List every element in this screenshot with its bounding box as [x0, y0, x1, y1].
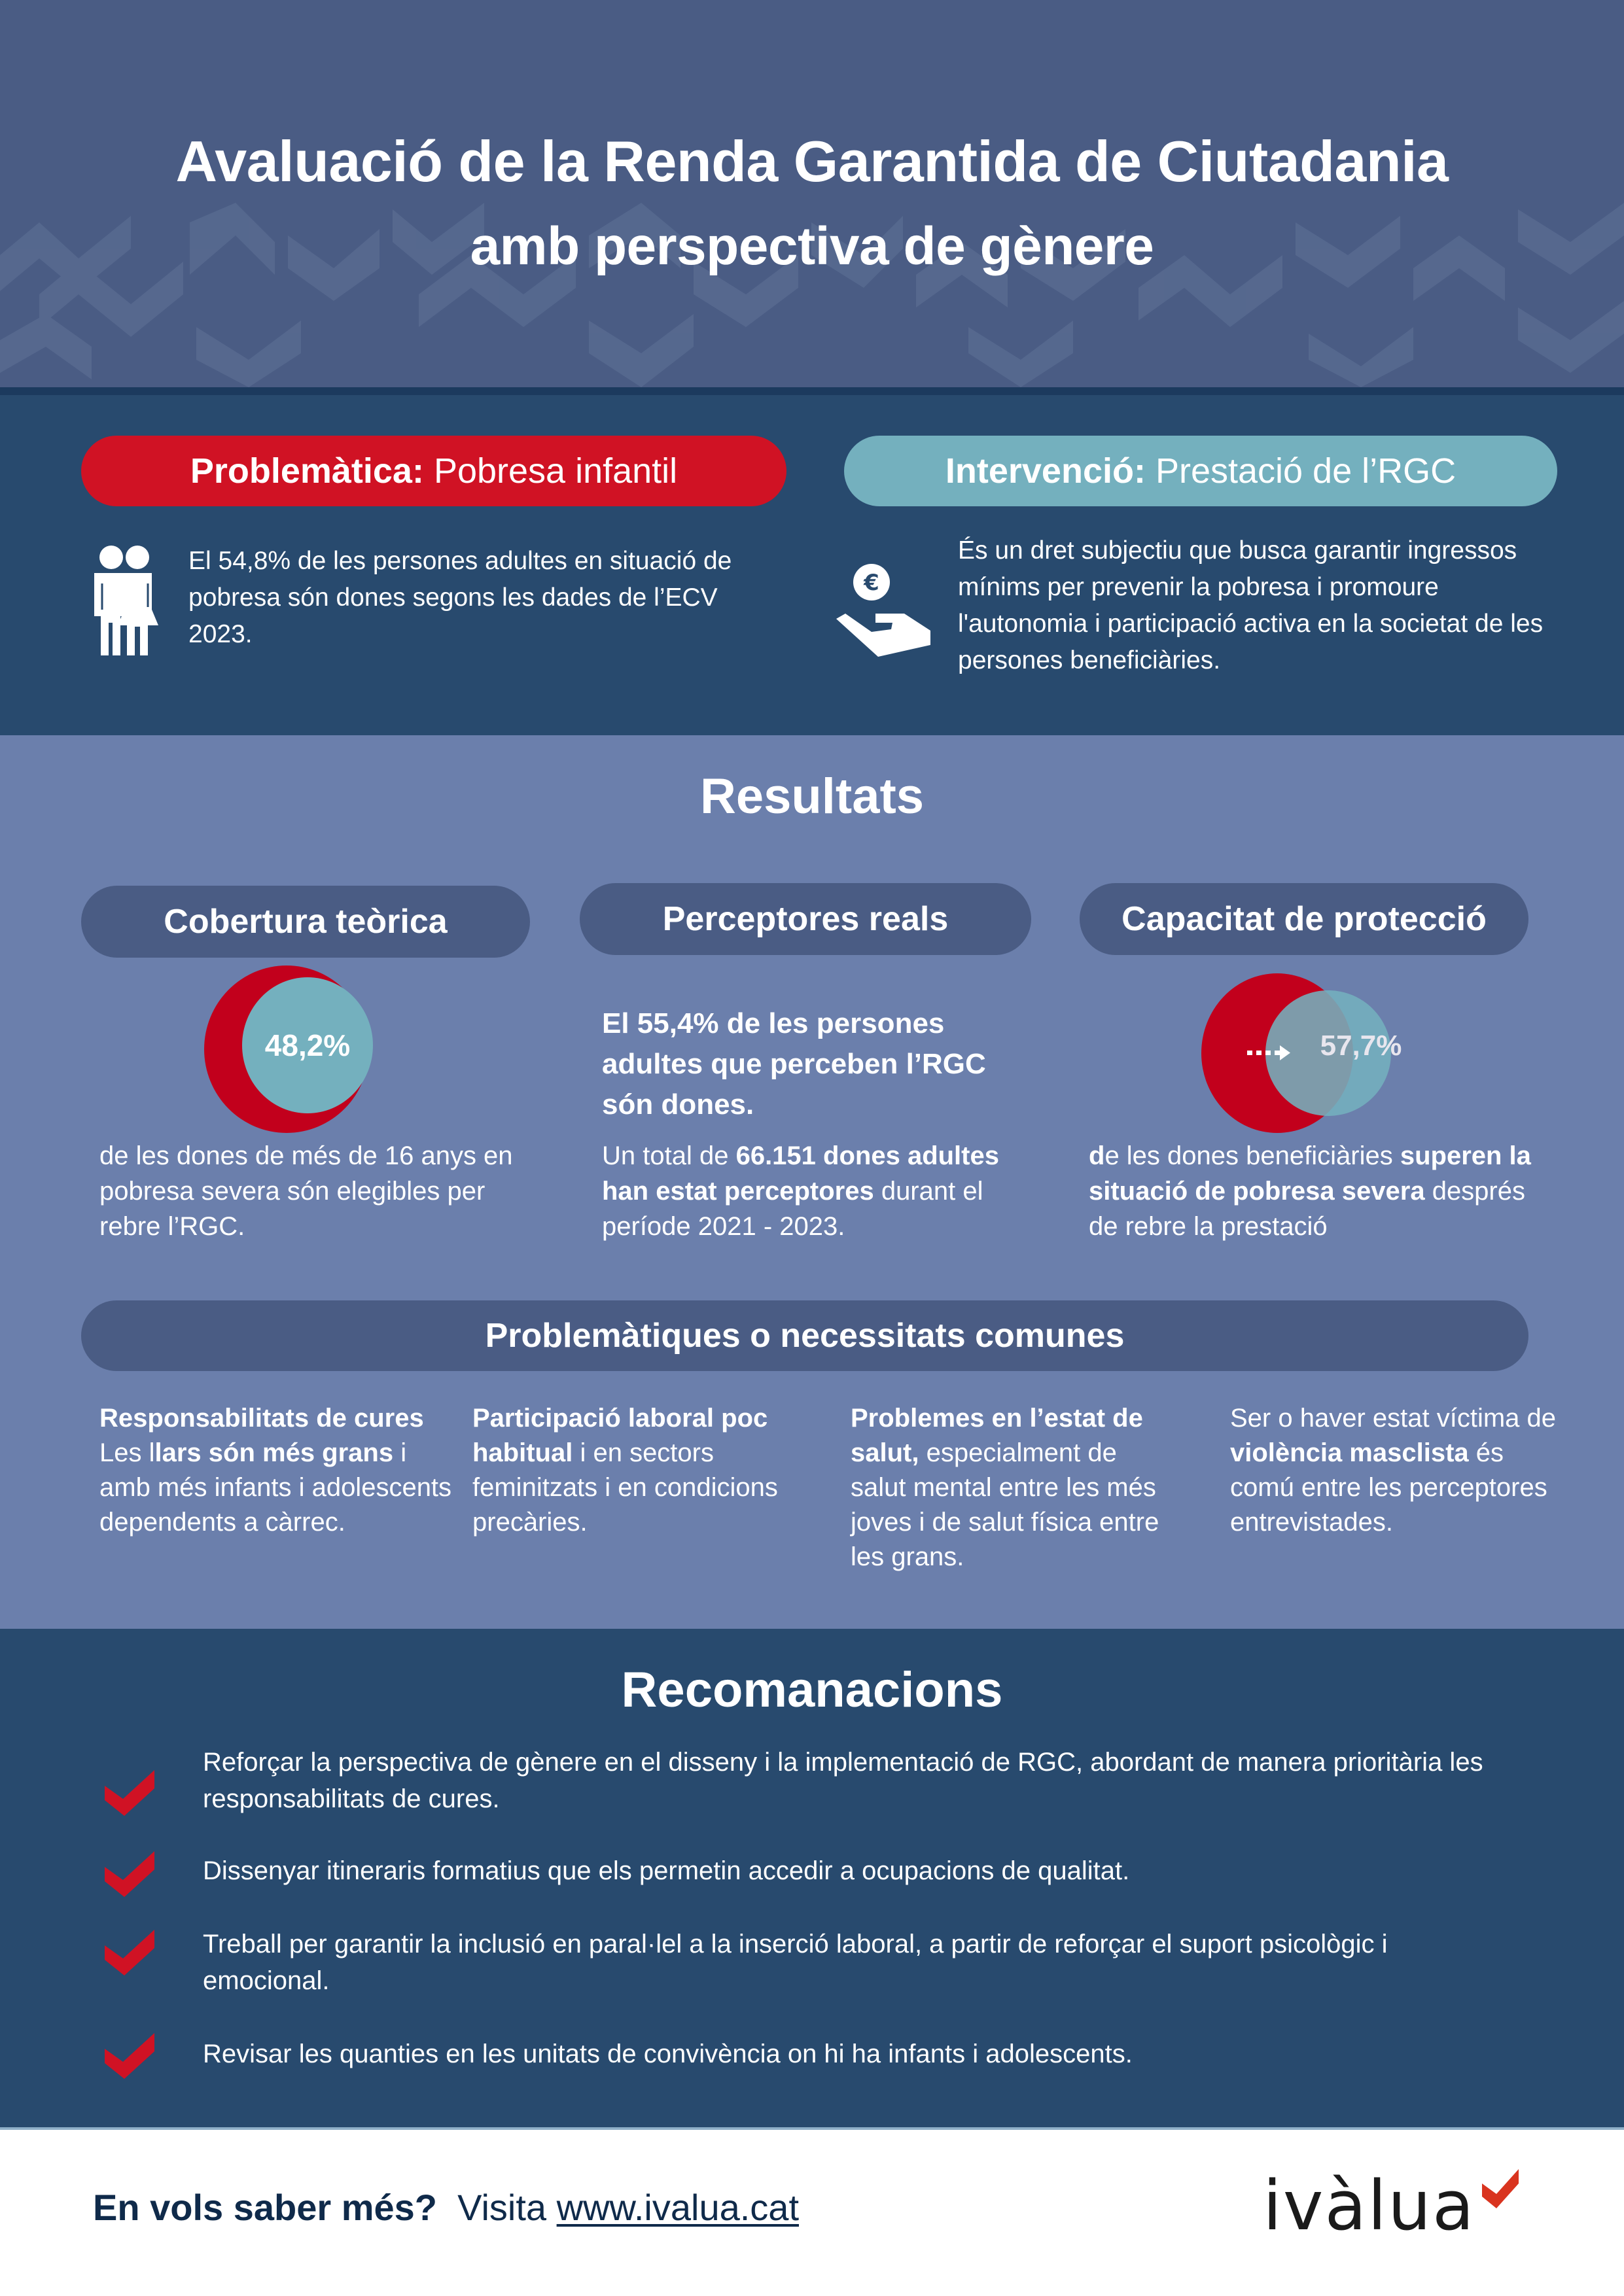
text-bold-segment: superen la situació de pobresa severa: [1089, 1141, 1531, 1206]
check-icon: [105, 1770, 154, 1816]
recommendation-text: Treball per garantir la inclusió en paral·lel a la inserció laboral, a partir de reforçar el suport psicològic i emocional.: [203, 1930, 1388, 1995]
protection-stat: 57,7%: [1320, 1030, 1402, 1062]
text-bold-segment: lars són més grans: [154, 1438, 394, 1467]
check-icon: [105, 1930, 154, 1975]
problem-pill: [81, 436, 786, 506]
website-link[interactable]: www.ivalua.cat: [556, 2187, 799, 2228]
check-icon: [105, 1851, 154, 1897]
problem-description: El 54,8% de les persones adultes en situació de pobresa són dones segons les dades de l’ECV 2023.: [188, 547, 732, 648]
text-segment: especialment de salut mental entre les més joves i de salut física entre les grans.: [851, 1438, 1159, 1571]
results-title: Resultats: [699, 769, 925, 824]
problem-label-bold: Problemàtica:: [190, 451, 424, 491]
text-bold-segment: d: [1089, 1141, 1105, 1170]
text-segment: e les dones beneficiàries: [1104, 1141, 1400, 1170]
text-segment: i en sectors feminitzats i en condicions precàries.: [472, 1438, 778, 1537]
recommendations-section: [0, 1629, 1624, 2127]
text-bold-segment: 66.151 dones adultes han estat perceptores: [602, 1141, 999, 1206]
check-icon: [105, 2033, 154, 2079]
need-violence: [1230, 1401, 1557, 1540]
text-segment: després de rebre la prestació: [1089, 1177, 1525, 1241]
need-title: Responsabilitats de cures: [99, 1404, 424, 1433]
cta-visit: Visita: [437, 2187, 557, 2228]
card-title-protection: Capacitat de protecció: [1080, 883, 1528, 955]
text-bold-segment: Participació laboral poc habitual: [472, 1404, 768, 1467]
ivalua-logo: [1263, 2166, 1519, 2246]
need-employment: [472, 1401, 813, 1540]
intervention-description: És un dret subjectiu que busca garantir ingressos mínims per prevenir la pobresa i promoure l'autonomia i participació activa en la societat de les persones beneficiàries.: [958, 536, 1544, 674]
text-segment: Les l: [99, 1438, 155, 1467]
recommendations-title: Recomanacions: [621, 1662, 1003, 1718]
text-segment: és comú entre les perceptores entrevistades.: [1230, 1438, 1547, 1537]
more-info-cta: [93, 2186, 799, 2229]
intervention-pill: [844, 436, 1557, 506]
logo-wordmark: ivàlua: [1263, 2166, 1475, 2246]
text-bold-segment: Problemes en l’estat de salut,: [851, 1404, 1143, 1467]
page-subtitle: amb perspectiva de gènere: [470, 217, 1154, 276]
needs-title: Problemàtiques o necessitats comunes: [81, 1300, 1528, 1371]
intro-section: [0, 395, 1624, 735]
cta-question: En vols saber més?: [93, 2187, 438, 2228]
text-segment: Un total de: [602, 1141, 736, 1170]
problem-label: Pobresa infantil: [423, 451, 678, 491]
text-segment: Ser o haver estat víctima de: [1230, 1404, 1557, 1433]
recommendation-text: Revisar les quanties en les unitats de convivència on hi ha infants i adolescents.: [203, 2040, 1133, 2068]
results-section: [0, 735, 1624, 1629]
card-title-coverage: Cobertura teòrica: [81, 886, 530, 958]
need-health: [851, 1401, 1178, 1574]
text-bold-segment: violència masclista: [1230, 1438, 1469, 1467]
protection-description: [1089, 1138, 1540, 1244]
hand-euro-icon: [832, 563, 933, 657]
intervention-label: Prestació de l’RGC: [1145, 451, 1456, 491]
page-title: Avaluació de la Renda Garantida de Ciutadania: [175, 129, 1449, 194]
recommendation-text: Dissenyar itineraris formatius que els permetin accedir a ocupacions de qualitat.: [203, 1856, 1130, 1885]
logo-check-icon: [1482, 2169, 1519, 2208]
header-banner: [0, 0, 1624, 387]
text-segment: durant el període 2021 - 2023.: [602, 1177, 983, 1241]
svg-text:€: €: [864, 570, 879, 596]
header-divider: [0, 387, 1624, 395]
real-recipients-headline: El 55,4% de les persones adultes que perceben l’RGC són dones.: [602, 1007, 986, 1121]
coverage-stat: 48,2%: [264, 1028, 351, 1062]
footer: [0, 2130, 1624, 2296]
coverage-description: de les dones de més de 16 anys en pobresa severa són elegibles per rebre l’RGC.: [99, 1141, 513, 1241]
card-title-real-recipients: Perceptores reals: [580, 883, 1031, 955]
real-recipients-description: [602, 1138, 1034, 1244]
recommendation-text: Reforçar la perspectiva de gènere en el disseny i la implementació de RGC, abordant de manera prioritària les responsabilitats de cures.: [203, 1748, 1483, 1813]
text-segment: i amb més infants i adolescents dependents a càrrec.: [99, 1438, 452, 1537]
need-care: [99, 1401, 453, 1540]
couple-icon: [92, 544, 160, 657]
intervention-label-bold: Intervenció:: [945, 451, 1146, 491]
